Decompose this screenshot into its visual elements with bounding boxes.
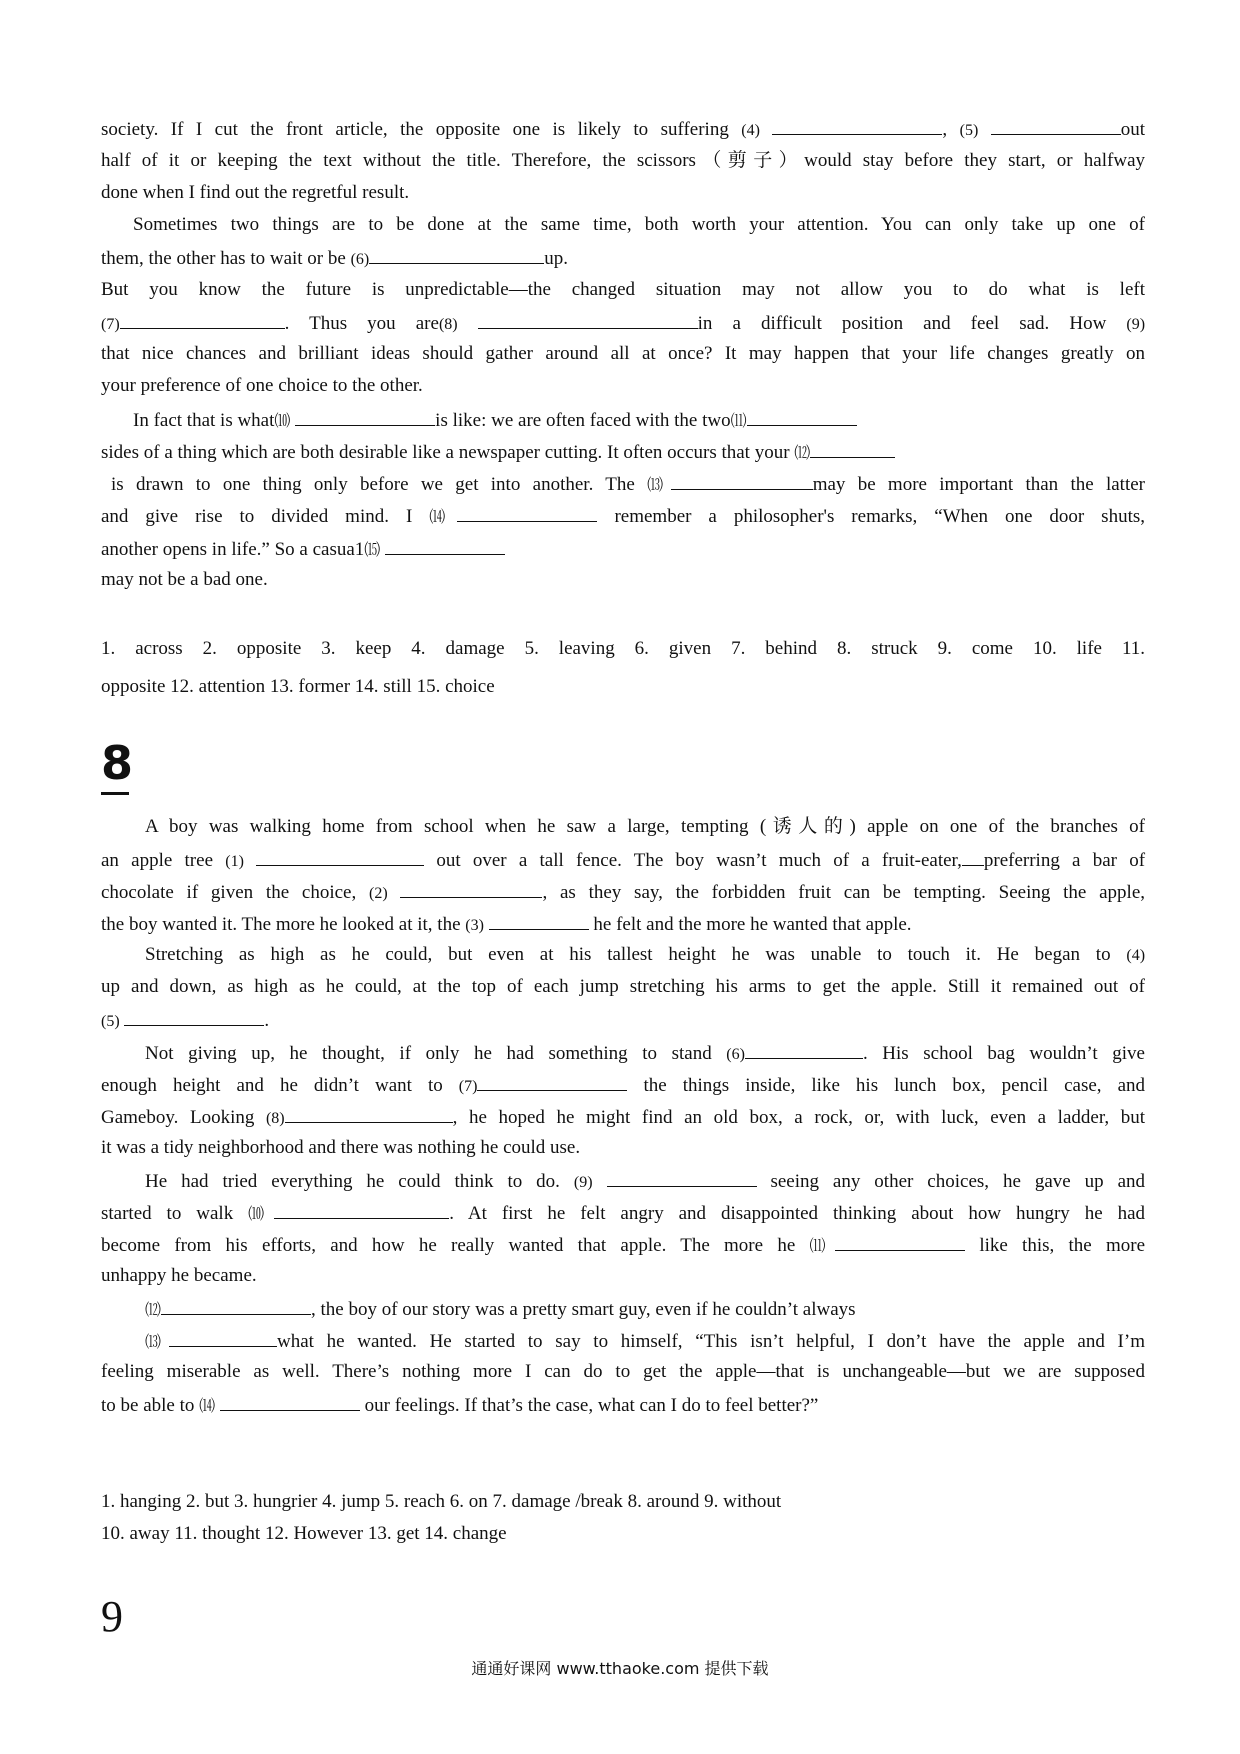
section-heading-8: 8 [101,736,134,790]
blank-12[interactable] [810,439,895,458]
s8-p4-line-2: started to walk ⑽ . At first he felt angry and disappointed thinking about how hungry he had [101,1200,1145,1227]
s8-p2-line-1: Stretching as high as he could, but even at his tallest height he was unable to touch it. He began to (4) [145,944,1146,965]
s8-p4-line-4: unhappy he became. [101,1265,257,1286]
passage7-answers-2: opposite 12. attention 13. former 14. still 15. choice [101,676,495,697]
passage7-answers-1: 1. across 2. opposite 3. keep 4. damage 5. leaving 6. given 7. behind 8. struck 9. come 10. life 11. [101,638,1145,659]
s8-p1-line-3: chocolate if given the choice, (2) , as they say, the forbidden fruit can be tempting. Seeing the apple, [101,879,1145,906]
blank-10[interactable] [274,1200,449,1219]
passage7-line-13: and give rise to divided mind. I ⒁ remember a philosopher's remarks, “When one door shuts, [101,503,1145,530]
blank-15[interactable] [385,536,505,555]
blank-13[interactable] [169,1328,277,1347]
s8-p3-line-3: Gameboy. Looking (8) , he hoped he might find an old box, a rock, or, with luck, even a ladder, but [101,1104,1145,1131]
passage7-line-2: half of it or keeping the text without the title. Therefore, the scissors（剪子）would stay before they start, or halfway [101,150,1145,171]
blank-8[interactable] [285,1104,453,1123]
blank-11[interactable] [835,1232,965,1251]
s8-p1-line-2: an apple tree (1) out over a tall fence. The boy wasn’t much of a fruit-eater, preferring a bar of [101,847,1145,874]
passage7-line-15: may not be a bad one. [101,569,268,590]
page-footer: 通通好课网 www.tthaoke.com 提供下载 [471,1659,769,1678]
s8-p1-line-1: A boy was walking home from school when he saw a large, tempting (诱人的) apple on one of the branches of [145,816,1145,837]
s8-p2-line-3: (5) . [101,1007,1145,1034]
section-heading-9: 9 [101,1592,123,1641]
s8-p4-line-3: become from his efforts, and how he really wanted that apple. The more he ⑾ like this, the more [101,1232,1145,1259]
blank-5[interactable] [991,116,1121,135]
blank-14[interactable] [220,1392,360,1411]
passage7-line-7: (7) . Thus you are(8) in a difficult position and feel sad. How (9) [101,310,1145,337]
passage7-line-5: them, the other has to wait or be (6) up. [101,245,1145,272]
s8-p5-line-1: ⑿ , the boy of our story was a pretty smart guy, even if he couldn’t always [145,1296,856,1323]
blank-1[interactable] [256,847,424,866]
passage7-line-9: your preference of one choice to the other. [101,375,423,396]
s8-p4-line-1: He had tried everything he could think to do. (9) seeing any other choices, he gave up and [145,1168,1145,1195]
s8-answers-2: 10. away 11. thought 12. However 13. get 14. change [101,1523,507,1544]
blank-13[interactable] [671,471,813,490]
section-heading-underline [101,792,129,795]
passage7-line-1: society. If I cut the front article, the opposite one is likely to suffering (4) , (5) out [101,116,1145,143]
blank-6[interactable] [745,1040,863,1059]
s8-p5-line-4: to be able to ⒁ our feelings. If that’s the case, what can I do to feel better?” [101,1392,818,1419]
s8-p3-line-1: Not giving up, he thought, if only he had something to stand (6) . His school bag wouldn’t give [145,1040,1145,1067]
passage7-line-6: But you know the future is unpredictable—the changed situation may not allow you to do what is left [101,279,1145,300]
passage7-line-12: is drawn to one thing only before we get into another. The ⒀ may be more important than the latter [111,471,1145,498]
passage7-line-8: that nice chances and brilliant ideas should gather around all at once? It may happen that your life changes greatly on [101,343,1145,364]
blank-5[interactable] [124,1007,264,1026]
passage7-line-11: sides of a thing which are both desirable like a newspaper cutting. It often occurs that your ⑿ [101,439,895,466]
blank-2[interactable] [400,879,542,898]
passage7-line-10: In fact that is what⑽ is like: we are often faced with the two⑾ [133,407,857,434]
s8-p2-line-2: up and down, as high as he could, at the top of each jump stretching his arms to get the apple. Still it remained out of [101,976,1145,997]
s8-p5-line-3: feeling miserable as well. There’s nothing more I can do to get the apple—that is unchangeable—but we are supposed [101,1361,1145,1382]
blank-7[interactable] [120,310,285,329]
s8-p3-line-2: enough height and he didn’t want to (7) the things inside, like his lunch box, pencil case, and [101,1072,1145,1099]
passage7-line-4: Sometimes two things are to be done at the same time, both worth your attention. You can only take up one of [133,214,1145,235]
blank-4[interactable] [772,116,942,135]
s8-p3-line-4: it was a tidy neighborhood and there was nothing he could use. [101,1137,581,1158]
blank-11[interactable] [747,407,857,426]
blank-10[interactable] [295,407,435,426]
passage7-line-3: done when I find out the regretful result. [101,182,410,203]
s8-answers-1: 1. hanging 2. but 3. hungrier 4. jump 5. reach 6. on 7. damage /break 8. around 9. without [101,1491,782,1512]
blank-8[interactable] [478,310,698,329]
underline-mark [962,847,984,866]
blank-9[interactable] [607,1168,757,1187]
blank-3[interactable] [489,911,589,930]
passage7-line-14: another opens in life.” So a casua1⒂ [101,536,505,563]
s8-p5-line-2: ⒀ what he wanted. He started to say to himself, “This isn’t helpful, I don’t have the apple and I’m [145,1328,1145,1355]
blank-14[interactable] [457,503,597,522]
blank-12[interactable] [161,1296,311,1315]
blank-7[interactable] [477,1072,627,1091]
blank-6[interactable] [369,245,544,264]
s8-p1-line-4: the boy wanted it. The more he looked at it, the (3) he felt and the more he wanted that apple. [101,911,912,938]
